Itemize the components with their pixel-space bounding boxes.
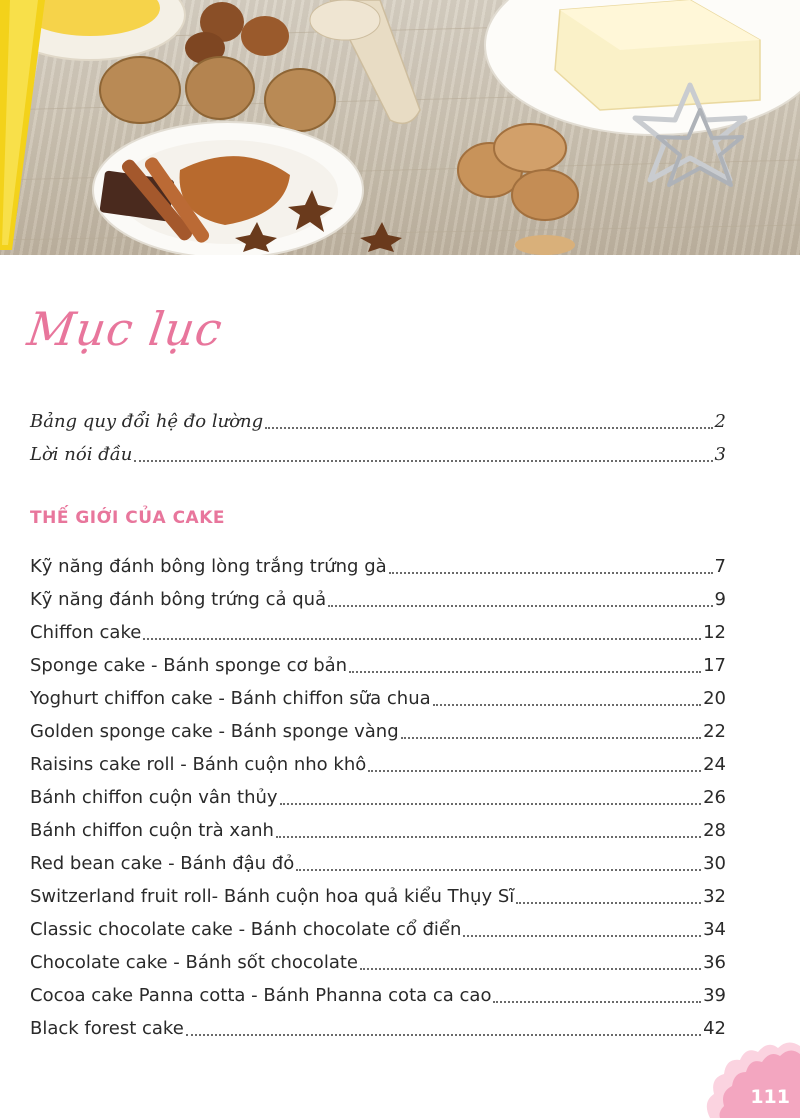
toc-entry-label: Kỹ năng đánh bông trứng cả quả xyxy=(30,589,327,610)
toc-entry[interactable] xyxy=(30,882,726,912)
dot-leader xyxy=(433,704,701,706)
page-number-badge xyxy=(690,1038,800,1118)
toc-entry-page: 3 xyxy=(714,444,726,465)
toc-entry[interactable] xyxy=(30,618,726,648)
toc-entry[interactable] xyxy=(30,750,726,780)
toc-entry-page: 36 xyxy=(703,952,726,973)
toc-entry-page: 24 xyxy=(703,754,726,775)
toc-entry-page: 9 xyxy=(714,589,726,610)
header-photo xyxy=(0,0,800,255)
toc-entry-page: 32 xyxy=(703,886,726,907)
dot-leader xyxy=(296,869,701,871)
toc-entry-label: Chocolate cake - Bánh sốt chocolate xyxy=(30,952,358,973)
toc-entry[interactable] xyxy=(30,981,726,1011)
toc-entry-page: 22 xyxy=(703,721,726,742)
dot-leader xyxy=(516,902,701,904)
toc-entry-page: 17 xyxy=(703,655,726,676)
toc-entry-page: 7 xyxy=(714,556,726,577)
toc-entry[interactable] xyxy=(30,407,726,437)
toc-entry-label: Kỹ năng đánh bông lòng trắng trứng gà xyxy=(30,556,387,577)
toc-entry[interactable] xyxy=(30,849,726,879)
dot-leader xyxy=(389,572,713,574)
dot-leader xyxy=(368,770,701,772)
dot-leader xyxy=(328,605,712,607)
page-title: Mục lục xyxy=(24,302,227,356)
toc-entry-label: Black forest cake xyxy=(30,1018,184,1039)
section-entry-list xyxy=(30,552,726,1052)
dot-leader xyxy=(186,1034,701,1036)
toc-entry-label: Golden sponge cake - Bánh sponge vàng xyxy=(30,721,399,742)
dot-leader xyxy=(349,671,701,673)
dot-leader xyxy=(134,460,712,462)
dot-leader xyxy=(276,836,701,838)
toc-entry-page: 12 xyxy=(703,622,726,643)
toc-entry[interactable] xyxy=(30,915,726,945)
dot-leader xyxy=(143,638,701,640)
toc-entry-page: 28 xyxy=(703,820,726,841)
toc-entry-page: 39 xyxy=(703,985,726,1006)
front-matter-list xyxy=(30,407,726,477)
section-heading: THẾ GIỚI CỦA CAKE xyxy=(30,508,226,528)
toc-entry[interactable] xyxy=(30,684,726,714)
toc-entry-page: 34 xyxy=(703,919,726,940)
toc-entry-label: Bánh chiffon cuộn vân thủy xyxy=(30,787,278,808)
toc-entry-page: 2 xyxy=(714,411,726,432)
toc-entry[interactable] xyxy=(30,440,726,470)
dot-leader xyxy=(493,1001,701,1003)
toc-entry-label: Chiffon cake xyxy=(30,622,142,643)
dot-leader xyxy=(401,737,701,739)
toc-entry-page: 30 xyxy=(703,853,726,874)
toc-entry-label: Lời nói đầu xyxy=(30,444,133,465)
dot-leader xyxy=(265,427,712,429)
toc-entry-label: Sponge cake - Bánh sponge cơ bản xyxy=(30,655,348,676)
toc-entry[interactable] xyxy=(30,816,726,846)
toc-entry[interactable] xyxy=(30,783,726,813)
toc-entry-label: Bảng quy đổi hệ đo lường xyxy=(30,411,264,432)
toc-entry[interactable] xyxy=(30,717,726,747)
toc-entry-label: Cocoa cake Panna cotta - Bánh Phanna cota ca cao xyxy=(30,985,492,1006)
dot-leader xyxy=(360,968,701,970)
toc-entry[interactable] xyxy=(30,651,726,681)
toc-entry-page: 20 xyxy=(703,688,726,709)
toc-entry-label: Switzerland fruit roll- Bánh cuộn hoa quả kiểu Thụy Sĩ xyxy=(30,886,515,907)
dot-leader xyxy=(280,803,702,805)
toc-entry[interactable] xyxy=(30,552,726,582)
toc-entry[interactable] xyxy=(30,1014,726,1044)
baking-ingredients-photo-icon xyxy=(0,0,800,255)
toc-entry-label: Yoghurt chiffon cake - Bánh chiffon sữa chua xyxy=(30,688,431,709)
toc-entry-label: Bánh chiffon cuộn trà xanh xyxy=(30,820,274,841)
toc-entry-page: 42 xyxy=(703,1018,726,1039)
toc-entry-page: 26 xyxy=(703,787,726,808)
toc-entry[interactable] xyxy=(30,585,726,615)
toc-entry[interactable] xyxy=(30,948,726,978)
toc-entry-label: Red bean cake - Bánh đậu đỏ xyxy=(30,853,295,874)
toc-entry-label: Raisins cake roll - Bánh cuộn nho khô xyxy=(30,754,367,775)
toc-entry-label: Classic chocolate cake - Bánh chocolate cổ điển xyxy=(30,919,462,940)
page-number: 111 xyxy=(750,1086,790,1108)
dot-leader xyxy=(463,935,701,937)
